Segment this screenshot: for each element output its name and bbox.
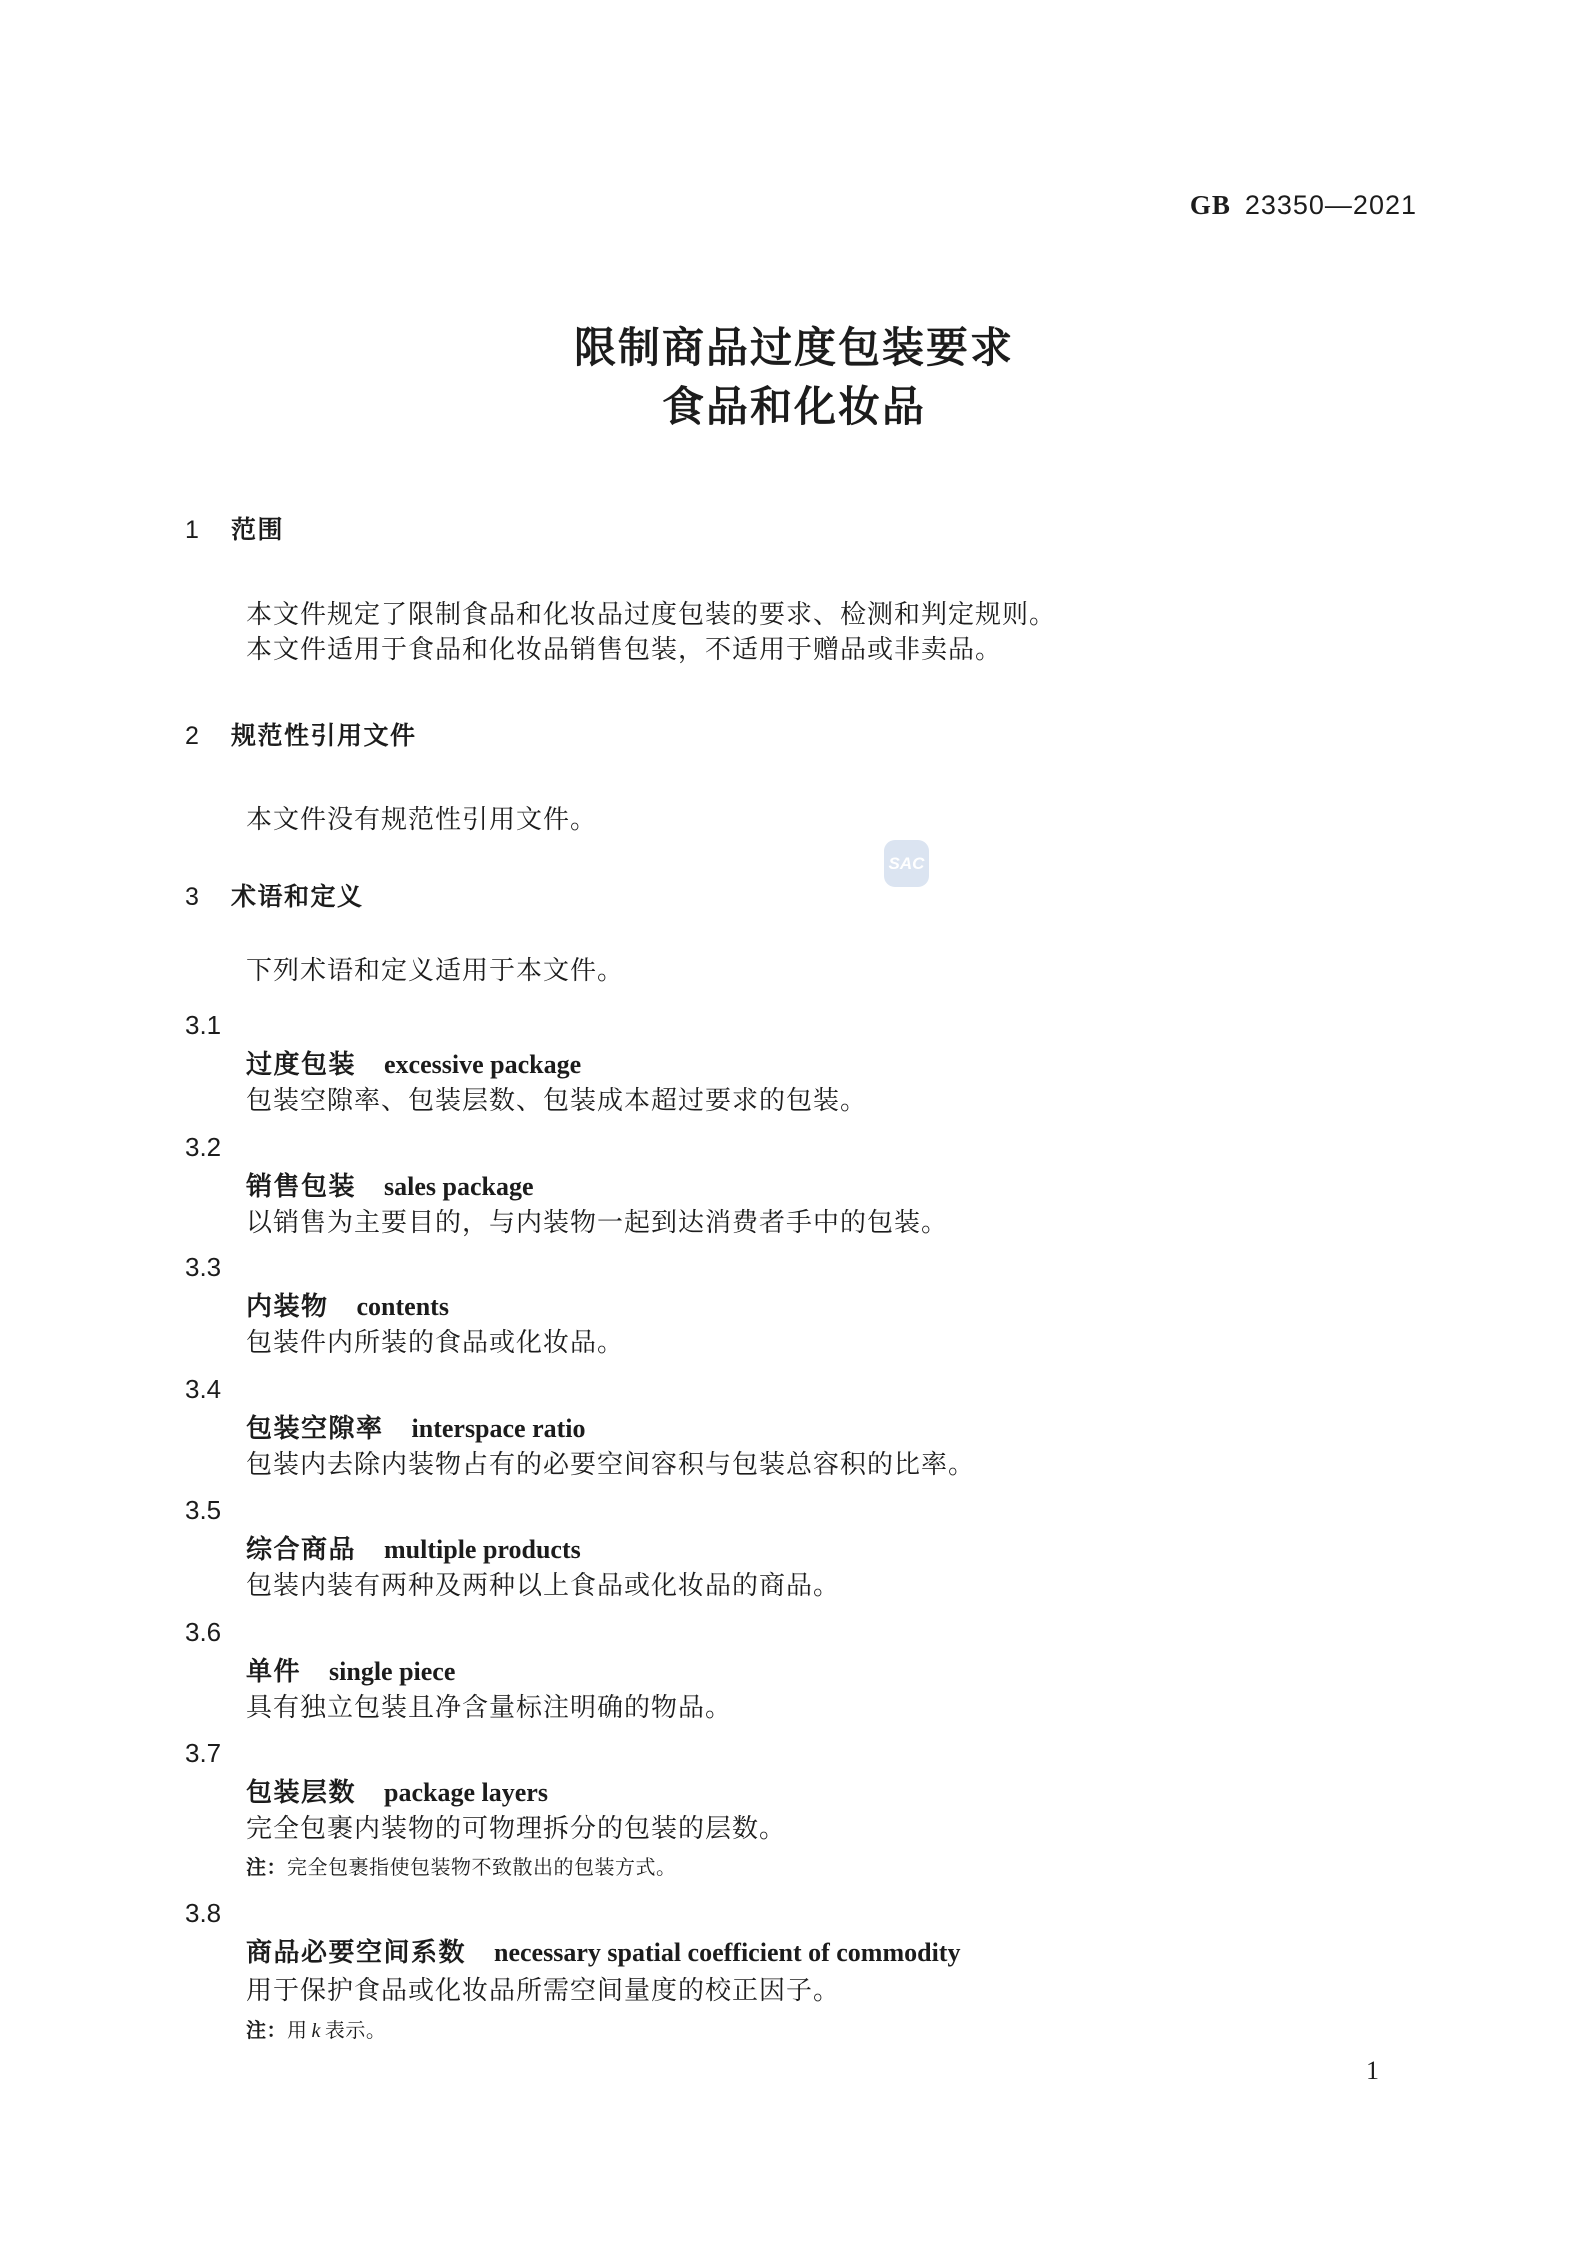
paragraph: 本文件适用于食品和化妆品销售包装，不适用于赠品或非卖品。 bbox=[246, 635, 1003, 664]
term-definition: 包装内装有两种及两种以上食品或化妆品的商品。 bbox=[246, 1571, 841, 1600]
term-en: interspace ratio bbox=[411, 1414, 586, 1443]
standard-code-number: 23350—2021 bbox=[1244, 190, 1417, 220]
section-number: 2 bbox=[185, 722, 199, 750]
paragraph: 本文件没有规范性引用文件。 bbox=[246, 805, 598, 834]
term-number: 3.1 bbox=[185, 1010, 222, 1040]
term-line bbox=[246, 1291, 449, 1322]
term-number: 3.3 bbox=[185, 1252, 222, 1282]
term-line bbox=[246, 1534, 581, 1565]
term-zh: 综合商品 bbox=[246, 1534, 357, 1564]
term-number: 3.6 bbox=[185, 1617, 222, 1647]
section-heading-normative-references bbox=[185, 721, 417, 751]
term-number: 3.8 bbox=[185, 1898, 222, 1928]
term-line bbox=[246, 1413, 586, 1444]
term-en: contents bbox=[356, 1292, 449, 1321]
section-title: 规范性引用文件 bbox=[231, 722, 417, 750]
paragraph: 下列术语和定义适用于本文件。 bbox=[246, 956, 625, 985]
term-zh: 商品必要空间系数 bbox=[246, 1937, 467, 1967]
sac-watermark bbox=[884, 840, 929, 887]
term-line bbox=[246, 1777, 548, 1808]
paragraph: 本文件规定了限制食品和化妆品过度包装的要求、检测和判定规则。 bbox=[246, 600, 1057, 629]
term-definition: 用于保护食品或化妆品所需空间量度的校正因子。 bbox=[246, 1976, 841, 2005]
term-en: package layers bbox=[384, 1778, 548, 1807]
document-title-line2: 食品和化妆品 bbox=[661, 383, 926, 430]
sac-watermark-text: SAC bbox=[888, 853, 925, 873]
term-number: 3.7 bbox=[185, 1738, 222, 1768]
term-zh: 销售包装 bbox=[246, 1171, 357, 1201]
term-definition: 包装空隙率、包装层数、包装成本超过要求的包装。 bbox=[246, 1086, 868, 1115]
term-zh: 包装层数 bbox=[246, 1777, 357, 1807]
section-title: 术语和定义 bbox=[231, 883, 364, 911]
term-definition: 包装内去除内装物占有的必要空间容积与包装总容积的比率。 bbox=[246, 1450, 976, 1479]
term-definition: 具有独立包装且净含量标注明确的物品。 bbox=[246, 1693, 733, 1722]
term-definition: 包装件内所装的食品或化妆品。 bbox=[246, 1328, 625, 1357]
term-en: excessive package bbox=[384, 1050, 582, 1079]
term-line bbox=[246, 1171, 534, 1202]
note-variable-k: k bbox=[311, 2020, 321, 2042]
note-post: 表示。 bbox=[324, 2020, 387, 2042]
term-en: multiple products bbox=[384, 1535, 581, 1564]
section-heading-scope bbox=[185, 515, 284, 545]
term-zh: 过度包装 bbox=[246, 1049, 357, 1079]
term-line bbox=[246, 1937, 960, 1968]
term-note bbox=[246, 2019, 386, 2044]
standard-code-prefix: GB bbox=[1189, 190, 1231, 220]
section-number: 1 bbox=[185, 516, 199, 544]
standard-code bbox=[1190, 190, 1417, 221]
term-line bbox=[246, 1656, 455, 1687]
section-heading-terms-definitions bbox=[185, 882, 364, 912]
term-note bbox=[246, 1856, 677, 1881]
document-title bbox=[0, 318, 1588, 436]
term-en: necessary spatial coefficient of commodity bbox=[494, 1938, 961, 1967]
term-zh: 内装物 bbox=[246, 1291, 329, 1321]
term-en: sales package bbox=[384, 1172, 534, 1201]
section-title: 范围 bbox=[231, 516, 285, 544]
term-number: 3.2 bbox=[185, 1132, 222, 1162]
note-label: 注： bbox=[246, 2020, 287, 2042]
term-en: single piece bbox=[329, 1657, 456, 1686]
document-title-line1: 限制商品过度包装要求 bbox=[573, 324, 1014, 371]
term-number: 3.4 bbox=[185, 1374, 222, 1404]
note-label: 注： bbox=[246, 1857, 287, 1879]
term-definition: 以销售为主要目的，与内装物一起到达消费者手中的包装。 bbox=[246, 1208, 949, 1237]
section-number: 3 bbox=[185, 883, 199, 911]
page-number: 1 bbox=[1366, 2056, 1379, 2085]
term-zh: 单件 bbox=[246, 1656, 302, 1686]
note-text: 完全包裹指使包装物不致散出的包装方式。 bbox=[287, 1857, 677, 1879]
term-definition: 完全包裹内装物的可物理拆分的包装的层数。 bbox=[246, 1814, 787, 1843]
term-zh: 包装空隙率 bbox=[246, 1413, 384, 1443]
term-line bbox=[246, 1049, 581, 1080]
term-number: 3.5 bbox=[185, 1495, 222, 1525]
note-pre: 用 bbox=[287, 2020, 308, 2042]
